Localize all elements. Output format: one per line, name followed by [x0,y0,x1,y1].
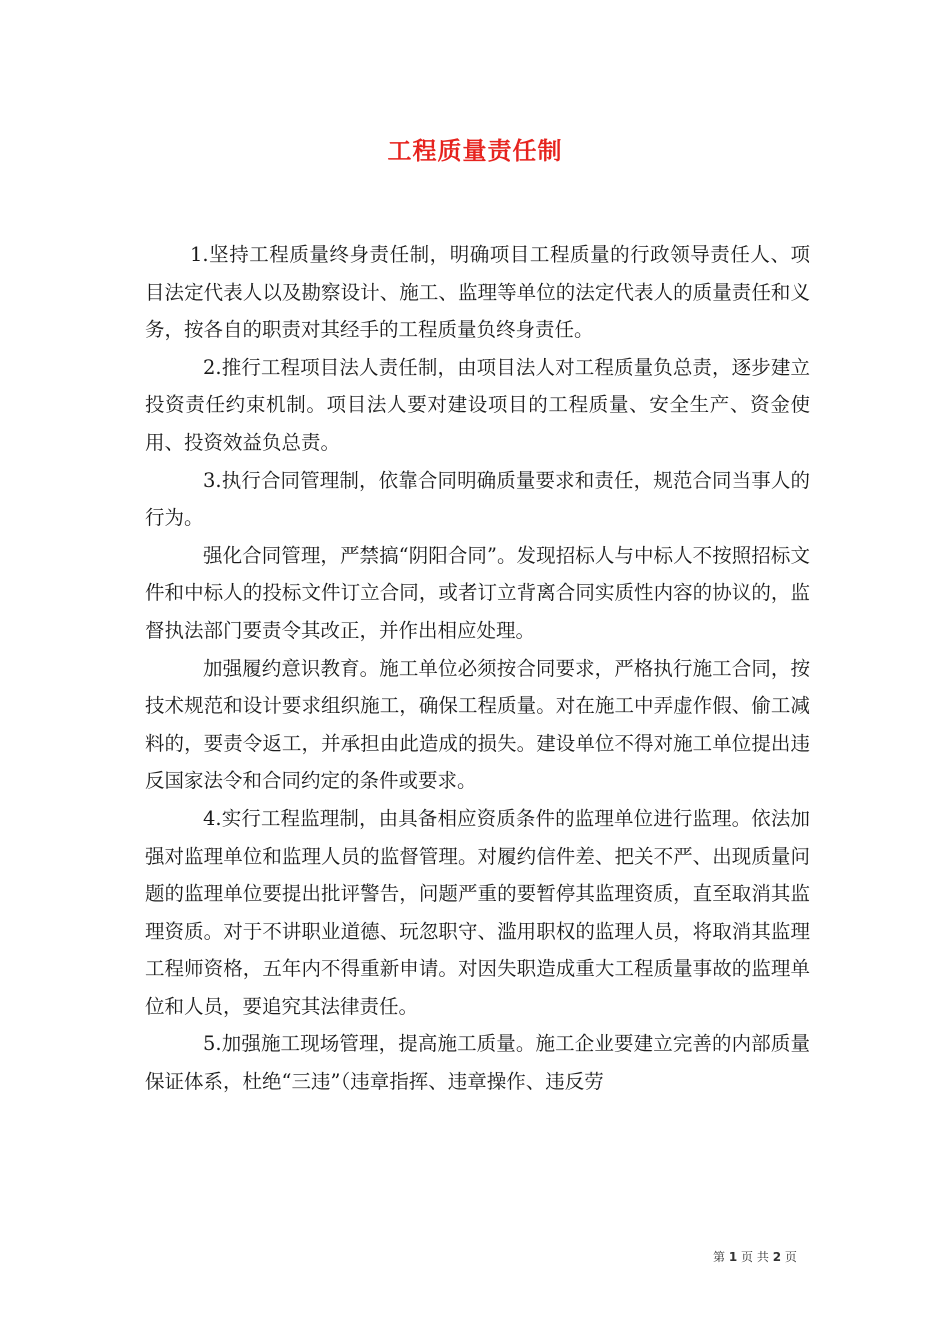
paragraph-2: 2.推行工程项目法人责任制，由项目法人对工程质量负总责，逐步建立投资责任约束机制。项目法人要对建设项目的工程质量、安全生产、资金使用、投资效益负总责。 [145,355,810,454]
paragraph-7: 5.加强施工现场管理，提高施工质量。施工企业要建立完善的内部质量保证体系，杜绝“三违”（违章指挥、违章操作、违反劳 [145,1032,810,1094]
paragraph-4: 强化合同管理，严禁搞“阴阳合同”。发现招标人与中标人不按照招标文件和中标人的投标文件订立合同，或者订立背离合同实质性内容的协议的，监督执法部门要责令其改正，并作出相应处理。 [145,543,810,642]
footer-total-pages: 2 [772,1250,782,1264]
footer-middle: 页 共 [741,1250,769,1264]
footer-prefix: 第 [713,1250,726,1264]
paragraph-5: 加强履约意识教育。施工单位必须按合同要求，严格执行施工合同，按技术规范和设计要求组织施工，确保工程质量。对在施工中弄虚作假、偷工减料的，要责令返工，并承担由此造成的损失。建设单位不得对施工单位提出违反国家法令和合同约定的条件或要求。 [145,656,810,793]
page-number-footer [713,1248,797,1265]
footer-current-page: 1 [728,1250,738,1264]
paragraph-3: 3.执行合同管理制，依靠合同明确质量要求和责任，规范合同当事人的行为。 [145,468,810,530]
paragraph-6: 4.实行工程监理制，由具备相应资质条件的监理单位进行监理。依法加强对监理单位和监理人员的监督管理。对履约信件差、把关不严、出现质量问题的监理单位要提出批评警告，问题严重的要暂停其监理资质，直至取消其监理资质。对于不讲职业道德、玩忽职守、滥用职权的监理人员，将取消其监理工程师资格，五年内不得重新申请。对因失职造成重大工程质量事故的监理单位和人员，要追究其法律责任。 [145,806,810,1018]
paragraph-1: 1.坚持工程质量终身责任制，明确项目工程质量的行政领导责任人、项目法定代表人以及勘察设计、施工、监理等单位的法定代表人的质量责任和义务，按各自的职责对其经手的工程质量负终身责任。 [145,243,810,342]
footer-suffix: 页 [784,1250,797,1264]
document-title: 工程质量责任制 [387,137,563,165]
document-body [145,236,810,1101]
